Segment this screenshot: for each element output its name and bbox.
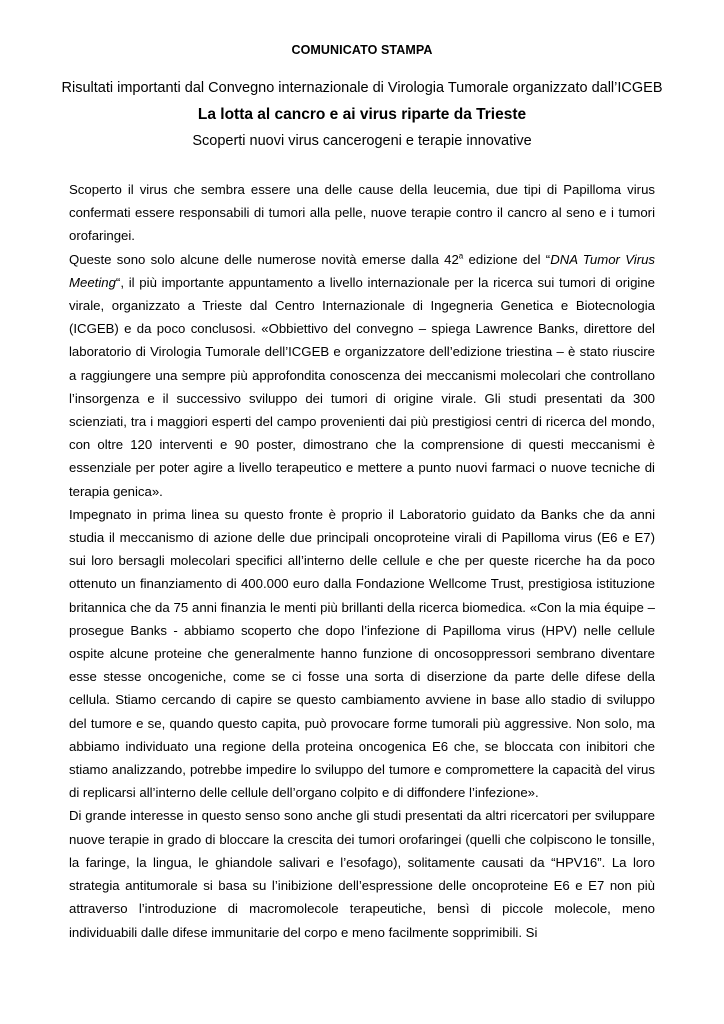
paragraph-2-text-a: Queste sono solo alcune delle numerose novità emerse dalla 42 — [69, 251, 459, 267]
paragraph-4: Di grande interesse in questo senso sono anche gli studi presentati da altri ricercatori per sviluppare nuove terapie in grado di bloccare la crescita dei tumori orofaringei (quelli che colpiscono le tonsille, la faringe, la lingua, le ghiandole salivari e l’esofago), solitamente causati da “HPV16”. La loro strategia antitumorale si basa su l’inibizione dell’espressione delle oncoproteine E6 e E7 non più attraverso l’introduzione di macromolecole terapeutiche, bensì di piccole molecole, meno individuabili dalle difese immunitarie del corpo e meno facilmente sopprimibili. Si — [69, 808, 655, 940]
headline: La lotta al cancro e ai virus riparte da Trieste — [197, 106, 527, 123]
press-release-label: COMUNICATO STAMPA — [291, 43, 433, 57]
meeting-name: DNA Tumor Virus Meeting — [69, 251, 656, 290]
subheadline: Scoperti nuovi virus cancerogeni e terapie innovative — [192, 133, 532, 149]
paragraph-3: Impegnato in prima linea su questo fronte è proprio il Laboratorio guidato da Banks che da anni studia il meccanismo di azione delle due principali oncoproteine virali di Papilloma virus (E6 e E7) sui loro bersagli molecolari specifici all’interno delle cellule e che per queste ricerche ha da poco ottenuto un finanziamento di 400.000 euro dalla Fondazione Wellcome Trust, prestigiosa istituzione britannica che da 75 anni finanzia le menti più brillanti della ricerca biomedica. «Con la mia équipe – prosegue Banks - abbiamo scoperto che dopo l’infezione di Papilloma virus (HPV) nelle cellule ospite alcune proteine che generalmente hanno funzione di oncosoppressori sembrano diventare esse stesse oncogeniche, come se ci fosse una sorta di diserzione da parte delle difese della cellula. Stiamo cercando di capire se questo cambiamento avviene in base allo stadio di sviluppo del tumore e se, quando questo capita, può provocare forme tumorali più aggressive. Non solo, ma abbiamo individuato una regione della proteina oncogenica E6 che, se bloccata con inibitori che stiamo analizzando, potrebbe impedire lo sviluppo del tumore e compromettere la capacità del virus di replicarsi all’interno delle cellule dell’organo colpito e di diffondere l’infezione». — [69, 506, 655, 801]
overline-title: Risultati importanti dal Convegno internazionale di Virologia Tumorale organizzato dall’ICGEB — [61, 80, 663, 96]
paragraph-2 — [69, 248, 655, 503]
paragraph-2-text-c: “, il più importante appuntamento a livello internazionale per la ricerca sui tumori di origine virale, organizzato a Trieste dal Centro Internazionale di Ingegneria Genetica e Biotecnologia (ICGEB) e da poco conclusosi. «Obbiettivo del convegno – spiega Lawrence Banks, direttore del laboratorio di Virologia Tumorale dell’ICGEB e organizzatore dell’edizione triestina – è stato riuscire a raggiungere una sempre più approfondita conoscenza dei meccanismi molecolari che controllano l’insorgenza e il successivo sviluppo dei tumori di origine virale. Gli studi presentati da 300 scienziati, tra i maggiori esperti del campo provenienti dai più prestigiosi centri di ricerca del mondo, con oltre 120 interventi e 90 poster, dimostrano che la comprensione di questi meccanismi è essenziale per poter agire a livello terapeutico e mettere a punto nuovi farmaci o nuove tecniche di terapia genica». — [69, 274, 655, 499]
paragraph-1: Scoperto il virus che sembra essere una delle cause della leucemia, due tipi di Papilloma virus confermati essere responsabili di tumori alla pelle, nuove terapie contro il cancro al seno e i tumori orofaringei. — [69, 182, 655, 244]
ordinal-superscript: a — [458, 251, 464, 261]
paragraph-2-text-b: edizione del “ — [463, 251, 551, 267]
article-body — [69, 178, 655, 944]
